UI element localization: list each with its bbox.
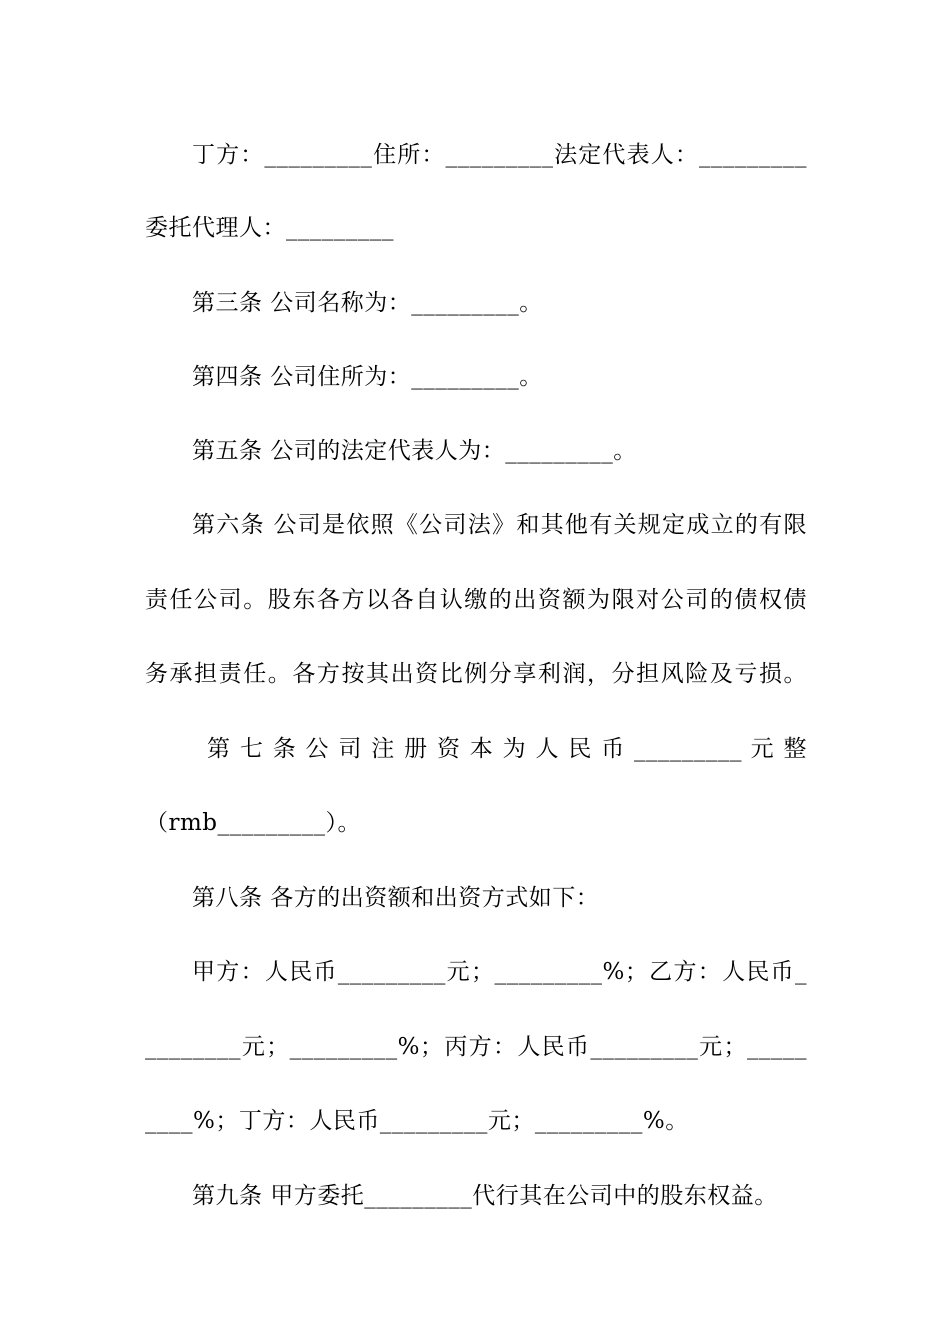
party-d-line: 丁方：_________住所：_________法定代表人：_________ bbox=[192, 142, 807, 168]
agent-line: 委托代理人：_________ bbox=[145, 215, 394, 241]
article-3: 第三条 公司名称为：_________。 bbox=[192, 290, 543, 316]
article-5: 第五条 公司的法定代表人为：_________。 bbox=[192, 438, 637, 464]
article-6-line-2: 责任公司。股东各方以各自认缴的出资额为限对公司的债权债 bbox=[145, 587, 807, 613]
article-8: 第八条 各方的出资额和出资方式如下： bbox=[192, 885, 600, 911]
contribution-line-3: ____%；丁方：人民币_________元；_________%。 bbox=[145, 1108, 689, 1134]
contribution-line-2: ________元；_________%；丙方：人民币_________元；_____ bbox=[145, 1034, 807, 1060]
article-9: 第九条 甲方委托_________代行其在公司中的股东权益。 bbox=[192, 1183, 778, 1209]
article-7-line-1: 第 七 条 公 司 注 册 资 本 为 人 民 币 _________ 元 整 bbox=[207, 736, 807, 762]
article-7-line-2: （rmb_________）。 bbox=[145, 810, 362, 836]
article-4: 第四条 公司住所为：_________。 bbox=[192, 364, 543, 390]
contribution-line-1: 甲方：人民币_________元；_________%；乙方：人民币_ bbox=[192, 959, 807, 985]
article-6-line-3: 务承担责任。各方按其出资比例分享利润，分担风险及亏损。 bbox=[145, 661, 807, 687]
article-6-line-1: 第六条 公司是依照《公司法》和其他有关规定成立的有限 bbox=[192, 512, 807, 538]
